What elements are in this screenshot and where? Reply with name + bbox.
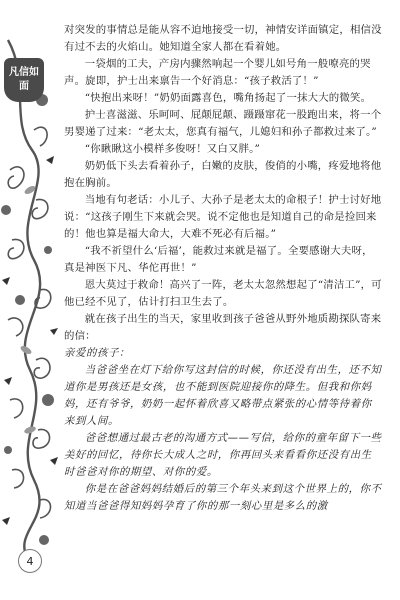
- paragraph: 一袋烟的工夫，产房内骤然响起一个婴儿如号角一般嘹亮的哭声。旋即，护士出来禀告一个好消息：“孩子救活了！”: [64, 58, 371, 87]
- letter-paragraph: 你是在爸爸妈妈结婚后的第三个年头来到这个世界上的，你不知道当爸爸得知妈妈孕育了你的那一刻心里是多么的激: [64, 483, 382, 512]
- section-badge: [4, 58, 44, 102]
- paragraph: 恩大莫过于救命！高兴了一阵，老太太忽然想起了“清洁工”，可他已经不见了，估计打扫卫生去了。: [64, 279, 382, 308]
- letter-paragraph: 爸爸想通过最古老的沟通方式——写信，给你的童年留下一些美好的回忆，待你长大成人之时，你再回头来看看你还没有出生时爸爸对你的期望、对你的爱。: [64, 432, 382, 478]
- paragraph: 就在孩子出生的当天，家里收到孩子爸爸从野外地质勘探队寄来的信：: [64, 313, 382, 342]
- paragraph: 护士喜滋滋、乐呵呵、屁颠屁颠、蹑蹑窜花一股跑出来，将一个男婴递了过来：“老太太，您真有福气，儿媳妇和孙子都救过来了。”: [64, 109, 382, 138]
- paragraph: “我不祈望什么‘后福’，能救过来就是福了。全要感谢大夫呀，真是神医下凡、华佗再世！”: [64, 245, 373, 274]
- paragraph: “你瞅瞅这小模样多俊呀！又白又胖。”: [84, 143, 261, 155]
- paragraph: 当地有句老话：小儿子、大孙子是老太太的命根子！护士讨好地说：“这孩子刚生下来就会哭。说不定他也是知道自己的命是捡回来的！他也算是福大命大，大难不死必有后福。”: [64, 194, 382, 240]
- paragraph: “快抱出来呀！”奶奶面露喜色，嘴角扬起了一抹大大的微笑。: [84, 92, 372, 104]
- paragraph: 奶奶低下头去看着孙子，白嫩的皮肤，俊俏的小嘴，疼爱地将他抱在胸前。: [64, 160, 382, 189]
- paragraph: 对突发的事情总是能从容不迫地接受一切，神情安详面镇定，相信没有过不去的火焰山。她知道全家人都在看着她。: [64, 24, 382, 53]
- letter-salutation: 亲爱的孩子：: [64, 347, 130, 359]
- letter-paragraph: 当爸爸坐在灯下给你写这封信的时候，你还没有出生，还不知道你是男孩还是女孩，也不能到医院迎接你的降生。但我和你妈妈，还有爷爷，奶奶一起怀着欣喜又略带点紧张的心情等待着你来到人间。: [64, 364, 382, 427]
- page-body: [64, 22, 382, 515]
- page-number: 4: [18, 549, 42, 573]
- section-badge-text: 凡信如面: [9, 67, 39, 92]
